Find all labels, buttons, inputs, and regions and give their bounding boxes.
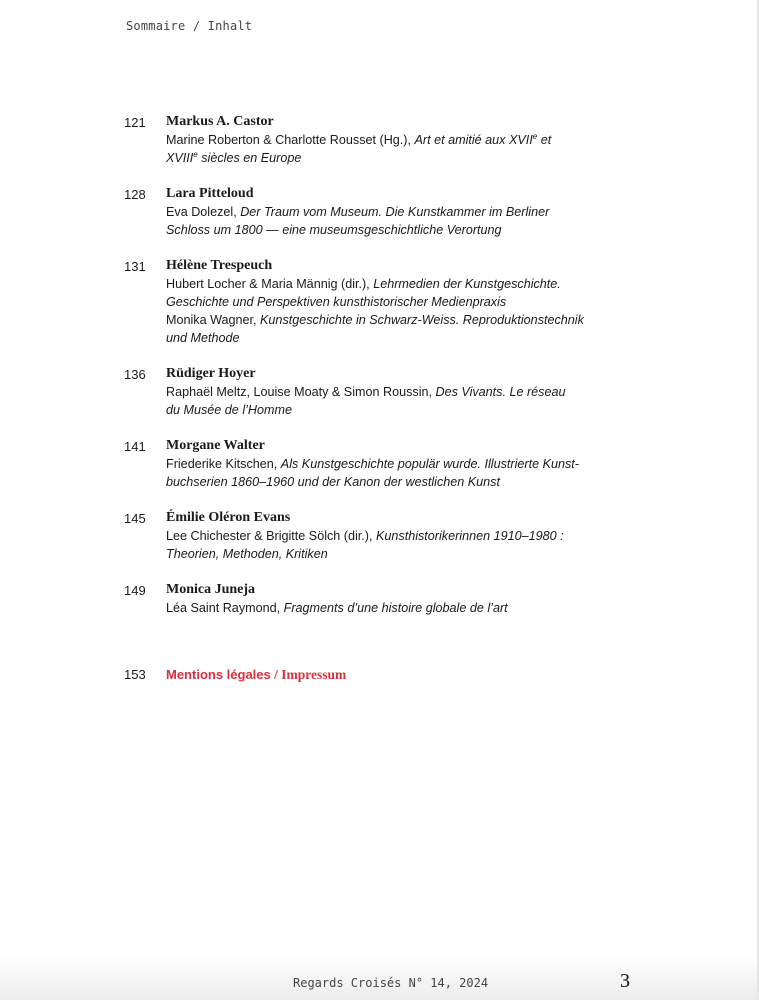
book-author-text: Eva Dolezel, <box>166 205 241 219</box>
page-number: 128 <box>124 187 146 202</box>
toc-entry-imprint[interactable] <box>124 666 346 684</box>
book-title-text: Schloss um 1800 — eine museumsgeschichtliche Verortung <box>166 223 502 237</box>
book-title-text: Theorien, Methoden, Kritiken <box>166 547 328 561</box>
review-author: Markus A. Castor <box>166 114 274 129</box>
reviewed-book-line <box>166 311 724 329</box>
book-title-text: XVIII <box>166 151 194 165</box>
review-author: Monica Juneja <box>166 582 256 597</box>
page-number: 153 <box>124 667 146 682</box>
imprint-label-de: / Impressum <box>270 667 347 682</box>
book-author-text: Léa Saint Raymond, <box>166 601 284 615</box>
book-author-text: Lee Chichester & Brigitte Sölch (dir.), <box>166 529 376 543</box>
reviewed-book-line <box>166 293 724 311</box>
book-title-text: Art et amitié aux XVII <box>414 133 533 147</box>
review-author: Rüdiger Hoyer <box>166 366 256 381</box>
reviewed-book-line <box>166 149 724 167</box>
reviewed-book-line <box>166 455 724 473</box>
journal-title: Regards Croisés N° 14, 2024 <box>293 976 489 990</box>
review-author: Émilie Oléron Evans <box>166 510 291 525</box>
page-number: 149 <box>124 583 146 598</box>
reviewed-book-line <box>166 545 724 563</box>
review-author: Morgane Walter <box>166 438 265 453</box>
book-author-text: Monika Wagner, <box>166 313 261 327</box>
toc-entry[interactable] <box>124 113 724 167</box>
book-title-text: du Musée de l’Homme <box>166 403 292 417</box>
table-of-contents <box>124 113 724 635</box>
toc-entry[interactable] <box>124 257 724 347</box>
reviewed-book-line <box>166 527 724 545</box>
book-title-text: Kunsthistorikerinnen 1910–1980 : <box>376 529 564 543</box>
book-author-text: Hubert Locher & Maria Männig (dir.), <box>166 277 374 291</box>
page-number: 131 <box>124 259 146 274</box>
reviewed-book-line <box>166 275 724 293</box>
reviewed-book-line <box>166 383 724 401</box>
book-author-text: Raphaël Meltz, Louise Moaty & Simon Roussin, <box>166 385 436 399</box>
toc-entry[interactable] <box>124 509 724 563</box>
page-number: 136 <box>124 367 146 382</box>
running-header: Sommaire / Inhalt <box>126 19 253 33</box>
toc-entry[interactable] <box>124 581 724 617</box>
book-title-text: siècles en Europe <box>197 151 302 165</box>
imprint-label-fr: Mentions légales <box>166 667 271 682</box>
book-title-text: und Methode <box>166 331 240 345</box>
book-title-text: e <box>193 149 198 159</box>
book-title-text: Lehrmedien der Kunstgeschichte. <box>373 277 561 291</box>
toc-entry[interactable] <box>124 365 724 419</box>
book-title-text: Der Traum vom Museum. Die Kunstkammer im Berliner <box>240 205 550 219</box>
book-author-text: Marine Roberton & Charlotte Rousset (Hg.), <box>166 133 415 147</box>
book-title-text: Als Kunstgeschichte populär wurde. Illustrierte Kunst- <box>280 457 579 471</box>
book-title-text: Des Vivants. Le réseau <box>435 385 566 399</box>
book-title-text: et <box>537 133 552 147</box>
reviewed-book-line <box>166 329 724 347</box>
toc-entry[interactable] <box>124 185 724 239</box>
reviewed-book-line <box>166 401 724 419</box>
page-number-footer: 3 <box>620 970 630 992</box>
reviewed-book-line <box>166 599 724 617</box>
review-author: Lara Pitteloud <box>166 186 254 201</box>
page-number: 145 <box>124 511 146 526</box>
reviewed-book-line <box>166 473 724 491</box>
page-number: 121 <box>124 115 146 130</box>
reviewed-book-line <box>166 221 724 239</box>
toc-entry[interactable] <box>124 437 724 491</box>
book-author-text: Friederike Kitschen, <box>166 457 281 471</box>
book-title-text: Kunstgeschichte in Schwarz-Weiss. Reproduktionstechnik <box>260 313 584 327</box>
book-title-text: Fragments d’une histoire globale de l’art <box>283 601 508 615</box>
reviewed-book-line <box>166 203 724 221</box>
book-title-text: e <box>532 131 538 141</box>
page-number: 141 <box>124 439 146 454</box>
book-title-text: Geschichte und Perspektiven kunsthistorischer Medienpraxis <box>166 295 507 309</box>
book-title-text: buchserien 1860–1960 und der Kanon der westlichen Kunst <box>166 475 500 489</box>
review-author: Hélène Trespeuch <box>166 258 273 273</box>
reviewed-book-line <box>166 131 724 149</box>
